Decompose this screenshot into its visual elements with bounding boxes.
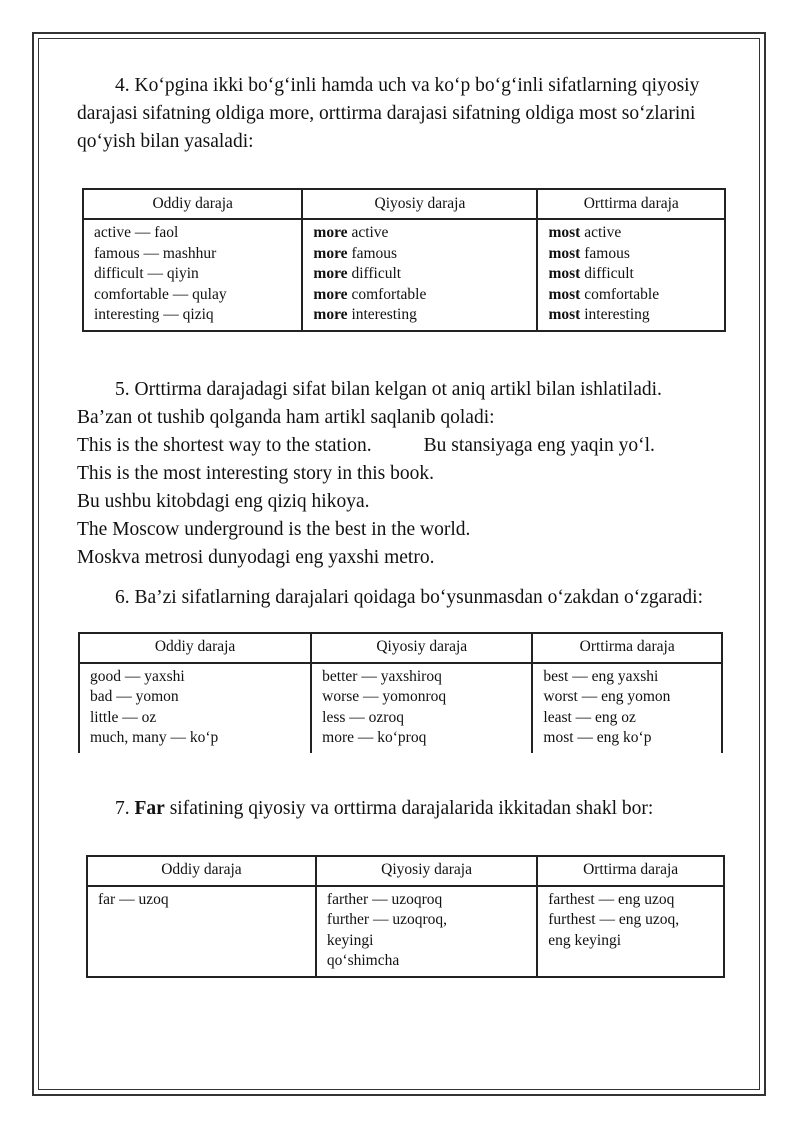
list-item: active — faol	[94, 224, 179, 241]
table-row	[87, 886, 724, 977]
header-qiyosiy: Qiyosiy daraja	[316, 856, 537, 886]
list-item: keyingi	[326, 931, 374, 949]
most-word: most	[548, 265, 581, 282]
section-5-line-2: Ba’zan ot tushib qolganda ham artikl saqlanib qoladi:	[77, 406, 495, 428]
section-5-line-1: 5. Orttirma darajadagi sifat bilan kelgan ot aniq artikl bilan ishlatiladi.	[115, 378, 662, 400]
header-oddiy: Oddiy daraja	[83, 189, 302, 219]
list-item	[313, 244, 526, 265]
list-item: much, many — ko‘p	[90, 729, 219, 746]
adjective: active	[347, 224, 389, 241]
adjective: comfortable	[347, 285, 427, 303]
list-item: eng keyingi	[548, 931, 622, 949]
most-word: most	[548, 224, 581, 241]
cell-qiyosiy	[311, 663, 532, 753]
list-item: bad — yomon	[90, 688, 179, 705]
list-item: far — uzoq	[98, 890, 169, 908]
section-7-number: 7.	[115, 797, 135, 819]
cell-orttirma	[537, 886, 724, 977]
list-item: qo‘shimcha	[326, 952, 400, 969]
most-word: most	[548, 306, 581, 323]
list-item: good — yaxshi	[90, 667, 185, 685]
adjective: interesting	[580, 306, 650, 323]
list-item	[313, 223, 526, 244]
list-item: further — uzoqroq,	[326, 911, 447, 928]
cell-oddiy	[79, 663, 311, 753]
list-item: better — yaxshiroq	[322, 667, 442, 685]
section-4-text: 4. Ko‘pgina ikki bo‘g‘inli hamda uch va ko‘p bo‘g‘inli sifatlarning qiyosiy darajasi sifatning oldiga more, orttirma darajasi sifatning oldiga most so‘zlarini qo‘yish bilan yasaladi:	[77, 75, 700, 152]
list-item	[313, 264, 526, 285]
list-item: best — eng yaxshi	[543, 667, 659, 685]
table-row	[79, 663, 722, 753]
list-item: worse — yomonroq	[322, 688, 447, 705]
adjective: difficult	[347, 265, 402, 282]
cell-qiyosiy	[316, 886, 537, 977]
cell-orttirma	[537, 219, 725, 331]
list-item: difficult — qiyin	[94, 265, 199, 282]
list-item: famous — mashhur	[94, 244, 217, 262]
header-oddiy: Oddiy daraja	[87, 856, 316, 886]
adjective: difficult	[580, 265, 634, 282]
example-1-uzbek: Bu stansiyaga eng yaqin yo‘l.	[423, 434, 655, 456]
more-word: more	[313, 244, 348, 262]
list-item: little — oz	[90, 708, 157, 726]
cell-qiyosiy	[302, 219, 537, 331]
example-1-english: This is the shortest way to the station.	[77, 434, 372, 456]
header-orttirma: Orttirma daraja	[537, 856, 724, 886]
list-item: worst — eng yomon	[543, 688, 671, 705]
list-item: furthest — eng uzoq,	[548, 911, 680, 928]
more-word: more	[313, 285, 348, 303]
example-2-english: This is the most interesting story in this book.	[77, 462, 434, 484]
list-item	[548, 264, 714, 285]
most-word: most	[548, 285, 581, 303]
example-3-english: The Moscow underground is the best in the world.	[77, 518, 471, 540]
page-content	[77, 72, 727, 978]
section-7-text	[77, 795, 727, 823]
section-5	[77, 376, 727, 572]
list-item: interesting — qiziq	[94, 306, 214, 323]
cell-oddiy	[87, 886, 316, 977]
table-row	[83, 219, 725, 331]
list-item: farthest — eng uzoq	[548, 890, 675, 908]
list-item: most — eng ko‘p	[543, 729, 652, 746]
adjective: famous	[580, 244, 630, 262]
adjective: interesting	[347, 306, 417, 323]
example-1	[77, 432, 727, 460]
more-word: more	[313, 224, 348, 241]
list-item	[548, 305, 714, 326]
header-qiyosiy: Qiyosiy daraja	[302, 189, 537, 219]
adjective: comfortable	[580, 285, 660, 303]
list-item	[548, 244, 714, 265]
example-2-uzbek: Bu ushbu kitobdagi eng qiziq hikoya.	[77, 490, 370, 512]
list-item	[313, 285, 526, 306]
list-item: more — ko‘proq	[322, 729, 427, 746]
cell-oddiy	[83, 219, 302, 331]
header-orttirma: Orttirma daraja	[537, 189, 725, 219]
list-item	[548, 223, 714, 244]
adjective: famous	[347, 244, 398, 262]
list-item	[548, 285, 714, 306]
more-word: more	[313, 306, 348, 323]
section-7-rest: sifatining qiyosiy va orttirma darajalarida ikkitadan shakl bor:	[164, 797, 654, 819]
most-word: most	[548, 244, 581, 262]
list-item: farther — uzoqroq	[326, 890, 443, 908]
cell-orttirma	[532, 663, 722, 753]
list-item	[313, 305, 526, 326]
table-regular-comparison	[82, 188, 726, 332]
table-irregular-comparison	[78, 632, 723, 753]
header-orttirma: Orttirma daraja	[532, 633, 722, 663]
header-oddiy: Oddiy daraja	[79, 633, 311, 663]
far-word: Far	[134, 797, 165, 819]
section-6-text: 6. Ba’zi sifatlarning darajalari qoidaga bo‘ysunmasdan o‘zakdan o‘zgaradi:	[115, 586, 704, 608]
adjective: active	[580, 224, 622, 241]
header-qiyosiy: Qiyosiy daraja	[311, 633, 532, 663]
example-3-uzbek: Moskva metrosi dunyodagi eng yaxshi metro.	[77, 546, 435, 568]
more-word: more	[313, 265, 348, 282]
list-item: less — ozroq	[322, 708, 404, 726]
list-item: comfortable — qulay	[94, 285, 227, 303]
table-far-comparison	[86, 855, 725, 978]
list-item: least — eng oz	[543, 708, 636, 726]
